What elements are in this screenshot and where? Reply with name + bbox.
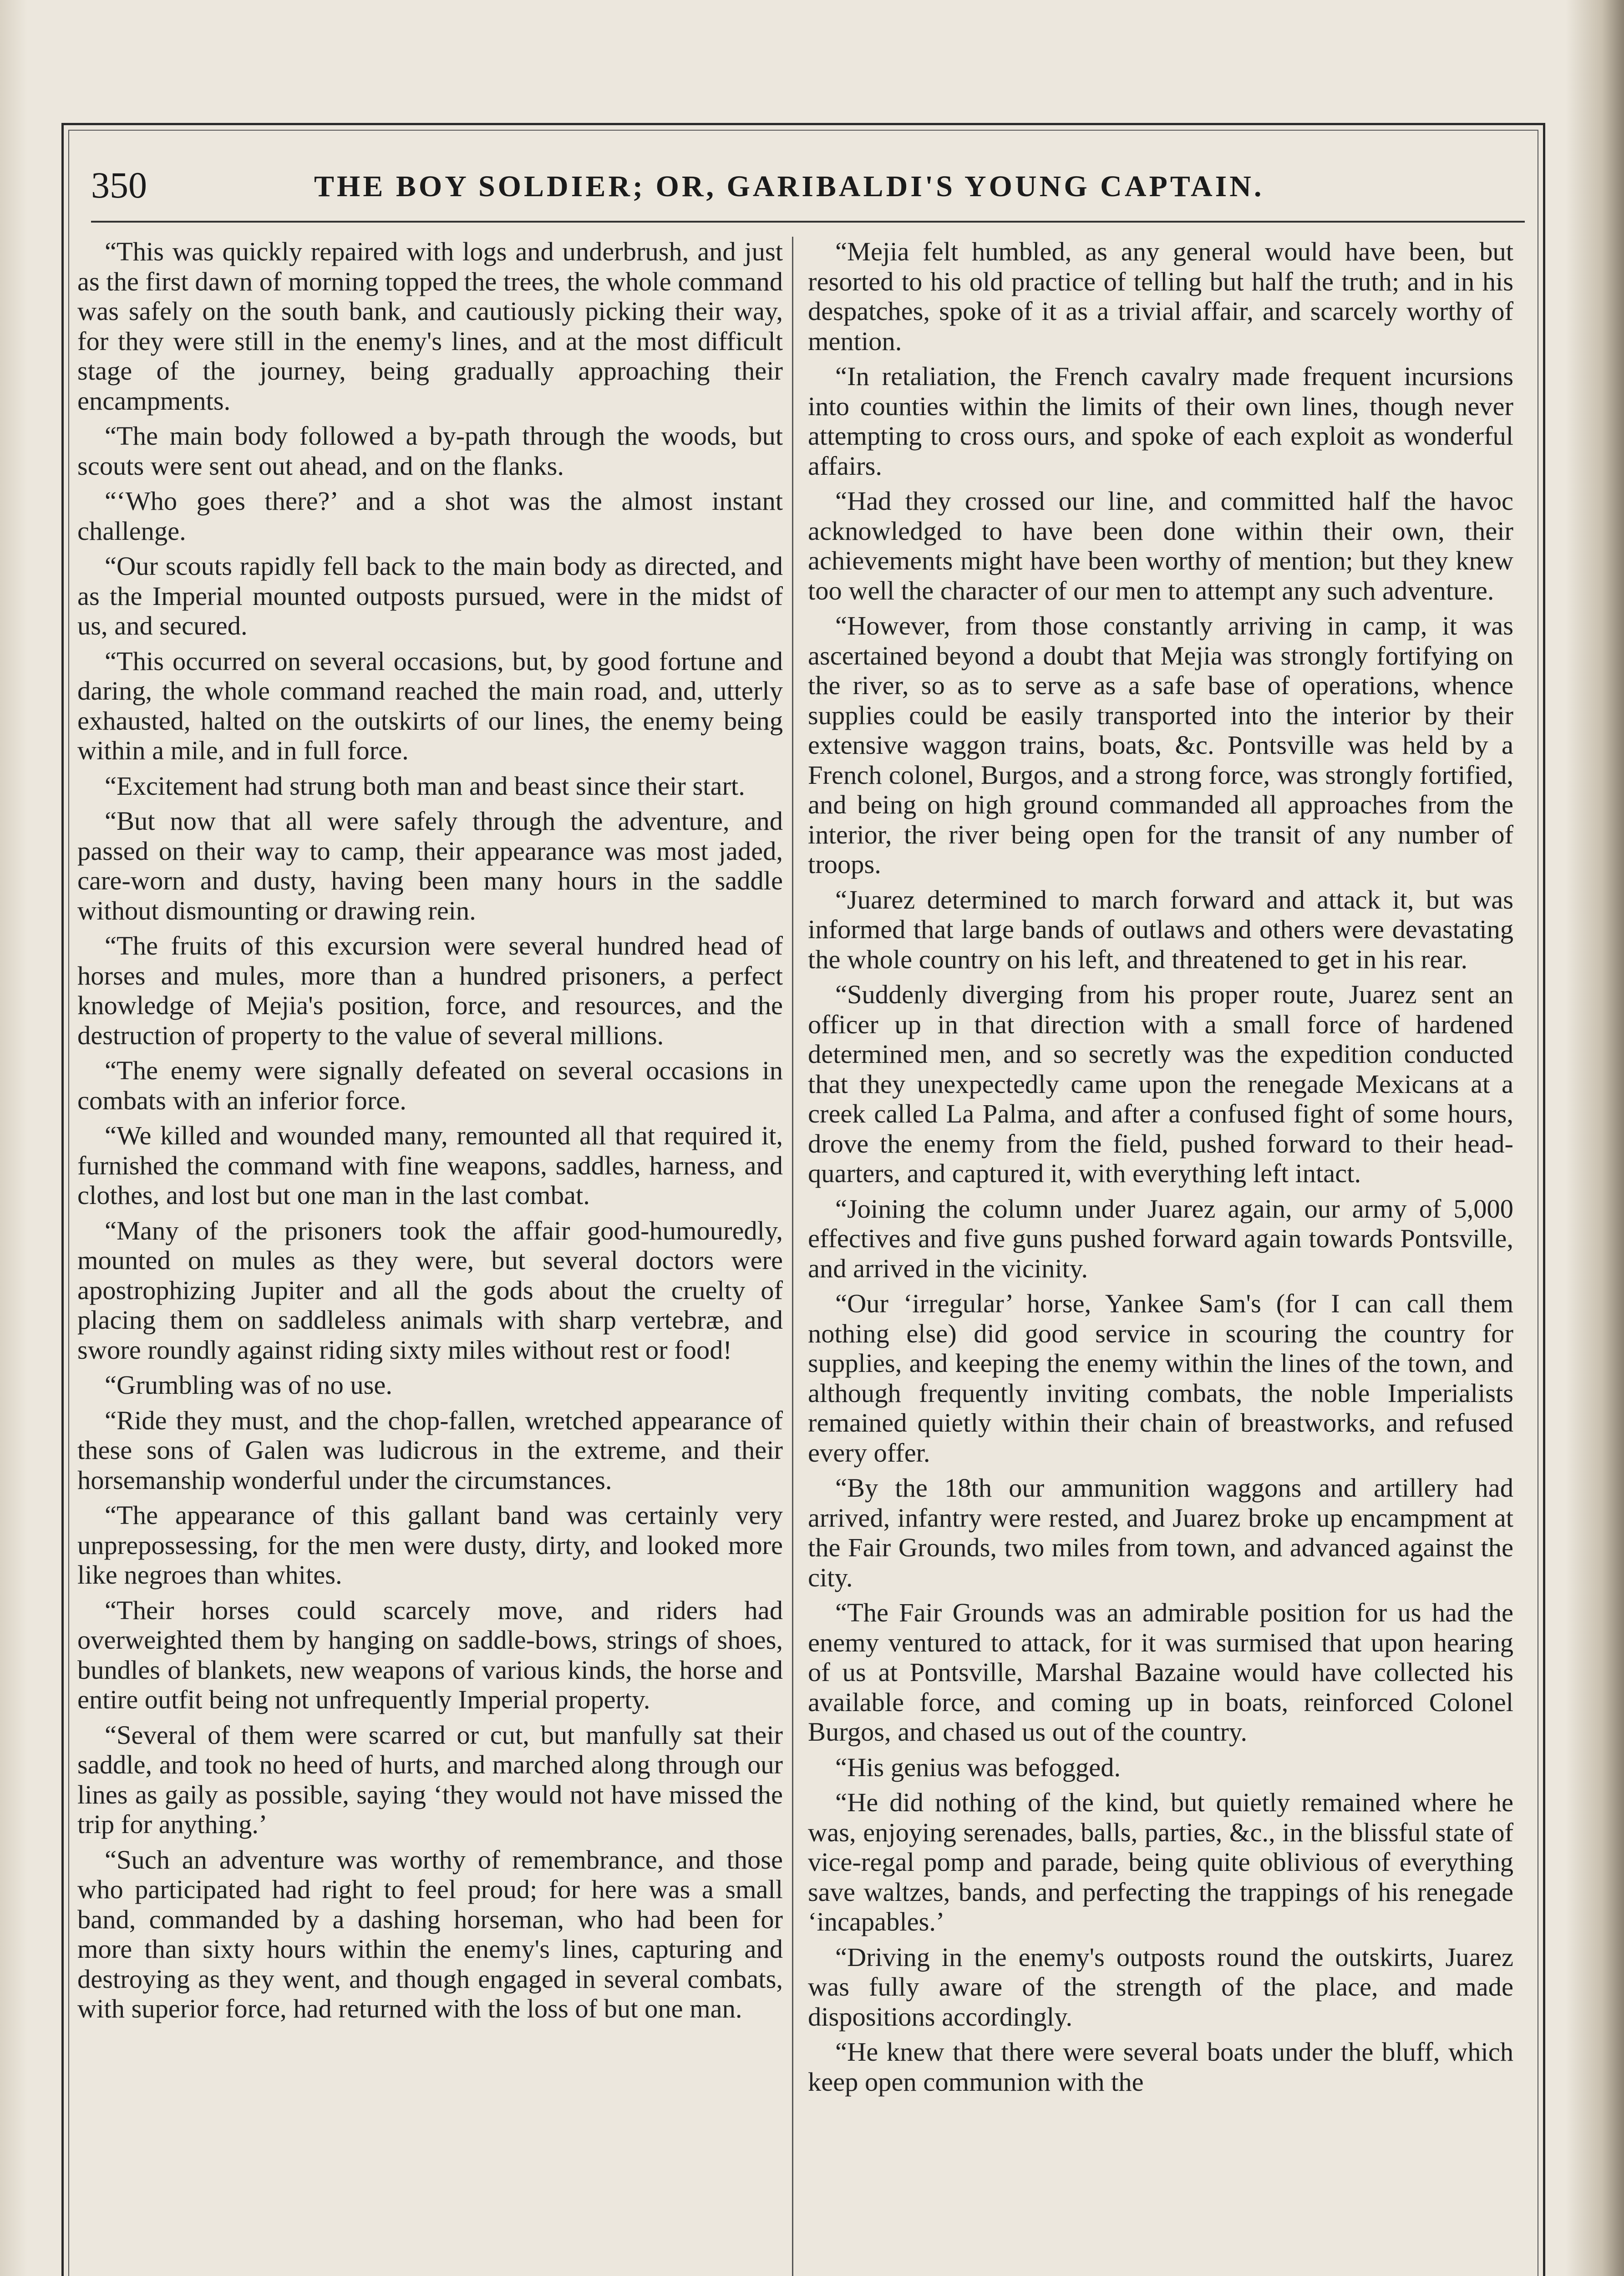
paragraph: “The enemy were signally defeated on several occasions in combats with an inferior force. xyxy=(77,1056,783,1115)
column-divider xyxy=(792,237,793,2276)
paragraph: “The main body followed a by-path through the woods, but scouts were sent out ahead, and on the flanks. xyxy=(77,421,783,481)
paragraph: “Grumbling was of no use. xyxy=(105,1370,393,1400)
paragraph: “Our ‘irregular’ horse, Yankee Sam's (for I can call them nothing else) did good service in scouring the country for supplies, and keeping the enemy within the lines of the town, and although frequently inviting combats, the noble Imperialists remained quietly within their chain of breastworks, and refused every offer. xyxy=(808,1289,1513,1468)
paragraph: “He knew that there were several boats under the bluff, which keep open communion with the xyxy=(808,2037,1513,2097)
paragraph: “Excitement had strung both man and beast since their start. xyxy=(105,771,745,801)
paragraph: “By the 18th our ammunition waggons and artillery had arrived, infantry were rested, and Juarez broke up encampment at the Fair Grounds, two miles from town, and advanced against the city. xyxy=(808,1473,1513,1592)
paragraph: “But now that all were safely through the adventure, and passed on their way to camp, their appearance was most jaded, care-worn and dusty, having been many hours in the saddle without dismounting or drawing rein. xyxy=(77,806,783,925)
paragraph: “Many of the prisoners took the affair good-humouredly, mounted on mules as they were, but several doctors were apostrophizing Jupiter and all the gods about the cruelty of placing them on saddleless animals with sharp vertebræ, and swore roundly against riding sixty miles without rest or food! xyxy=(77,1215,783,1365)
paragraph: “Ride they must, and the chop-fallen, wretched appearance of these sons of Galen was ludicrous in the extreme, and their horsemanship wonderful under the circumstances. xyxy=(77,1405,783,1495)
paragraph: “His genius was befogged. xyxy=(835,1752,1121,1782)
paragraph: “Driving in the enemy's outposts round the outskirts, Juarez was fully aware of the strength of the place, and made dispositions accordingly. xyxy=(808,1942,1513,2032)
paragraph: “The fruits of this excursion were several hundred head of horses and mules, more than a hundred prisoners, a perfect knowledge of Mejia's position, force, and resources, and the destruction of property to the value of several millions. xyxy=(77,931,783,1050)
paragraph: “We killed and wounded many, remounted all that required it, furnished the command with fine weapons, saddles, harness, and clothes, and lost but one man in the last combat. xyxy=(77,1121,783,1210)
paragraph: “Such an adventure was worthy of remembrance, and those who participated had right to feel proud; for here was a small band, commanded by a dashing horseman, who had been for more than sixty hours within the enemy's lines, capturing and destroying as they went, and though engaged in several combats, with superior force, had returned with the loss of but one man. xyxy=(77,1844,783,2023)
paragraph: “Had they crossed our line, and committed half the havoc acknowledged to have been done within their own, their achievements might have been worthy of mention; but they knew too well the character of our men to attempt any such adventure. xyxy=(808,486,1513,605)
running-title: THE BOY SOLDIER; OR, GARIBALDI'S YOUNG CAPTAIN. xyxy=(314,170,1264,203)
running-header xyxy=(91,159,1525,218)
right-column xyxy=(808,237,1513,2276)
paragraph: “Suddenly diverging from his proper route, Juarez sent an officer up in that direction with a small force of hardened determined men, and so secretly was the expedition conducted that they unexpectedly came upon the renegade Mexicans at a creek called La Palma, and after a confused fight of some hours, drove the enemy from the field, pushed forward to their head-quarters, and captured it, with everything left intact. xyxy=(808,980,1513,1188)
paragraph: “The Fair Grounds was an admirable position for us had the enemy ventured to attack, for it was surmised that upon hearing of us at Pontsville, Marshal Bazaine would have collected his available force, and coming up in boats, reinforced Colonel Burgos, and chased us out of the country. xyxy=(808,1598,1513,1747)
paragraph: “This occurred on several occasions, but, by good fortune and daring, the whole command reached the main road, and, utterly exhausted, halted on the outskirts of our lines, the enemy being within a mile, and in full force. xyxy=(77,646,783,765)
paragraph: “Juarez determined to march forward and attack it, but was informed that large bands of outlaws and others were devastating the whole country on his left, and threatened to get in his rear. xyxy=(808,884,1513,974)
page-number: 350 xyxy=(91,164,147,206)
paragraph: “Several of them were scarred or cut, but manfully sat their saddle, and took no heed of hurts, and marched along through our lines as gaily as possible, saying ‘they would not have missed the trip for anything.’ xyxy=(77,1720,783,1839)
paragraph: “However, from those constantly arriving in camp, it was ascertained beyond a doubt that Mejia was strongly fortifying on the river, so as to serve as a safe base of operations, whence supplies could be easily transported into the interior by their extensive waggon trains, boats, &c. Pontsville was held by a French colonel, Burgos, and a strong force, was strongly fortified, and being on high ground commanded all approaches from the interior, the river being open for the transit of any number of troops. xyxy=(808,611,1513,879)
paragraph: “Mejia felt humbled, as any general would have been, but resorted to his old practice of telling but half the truth; and in his despatches, spoke of it as a trivial affair, and scarcely worthy of mention. xyxy=(808,237,1513,356)
paragraph: “Joining the column under Juarez again, our army of 5,000 effectives and five guns pushed forward again towards Pontsville, and arrived in the vicinity. xyxy=(808,1194,1513,1283)
paragraph: “In retaliation, the French cavalry made frequent incursions into counties within the limits of their own lines, though never attempting to cross ours, and spoke of each exploit as wonderful affairs. xyxy=(808,361,1513,481)
paragraph: “He did nothing of the kind, but quietly remained where he was, enjoying serenades, balls, parties, &c., in the blissful state of vice-regal pomp and parade, being quite oblivious of everything save waltzes, bands, and perfecting the trappings of his renegade ‘incapables.’ xyxy=(808,1788,1513,1936)
paragraph: “This was quickly repaired with logs and underbrush, and just as the first dawn of morning topped the trees, the whole command was safely on the south bank, and cautiously picking their way, for they were still in the enemy's lines, and at the most difficult stage of the journey, being gradually approaching their encampments. xyxy=(77,237,783,416)
left-column xyxy=(77,237,783,2276)
paragraph: “The appearance of this gallant band was certainly very unprepossessing, for the men were dusty, dirty, and looked more like negroes than whites. xyxy=(77,1500,783,1590)
header-rule xyxy=(91,221,1525,223)
paragraph: “Our scouts rapidly fell back to the main body as directed, and as the Imperial mounted outposts pursued, were in the midst of us, and secured. xyxy=(77,551,783,640)
paragraph: “Their horses could scarcely move, and riders had overweighted them by hanging on saddle-bows, strings of shoes, bundles of blankets, new weapons of various kinds, the horse and entire outfit being not unfrequently Imperial property. xyxy=(77,1595,783,1714)
paragraph: “‘Who goes there?’ and a shot was the almost instant challenge. xyxy=(77,486,783,546)
